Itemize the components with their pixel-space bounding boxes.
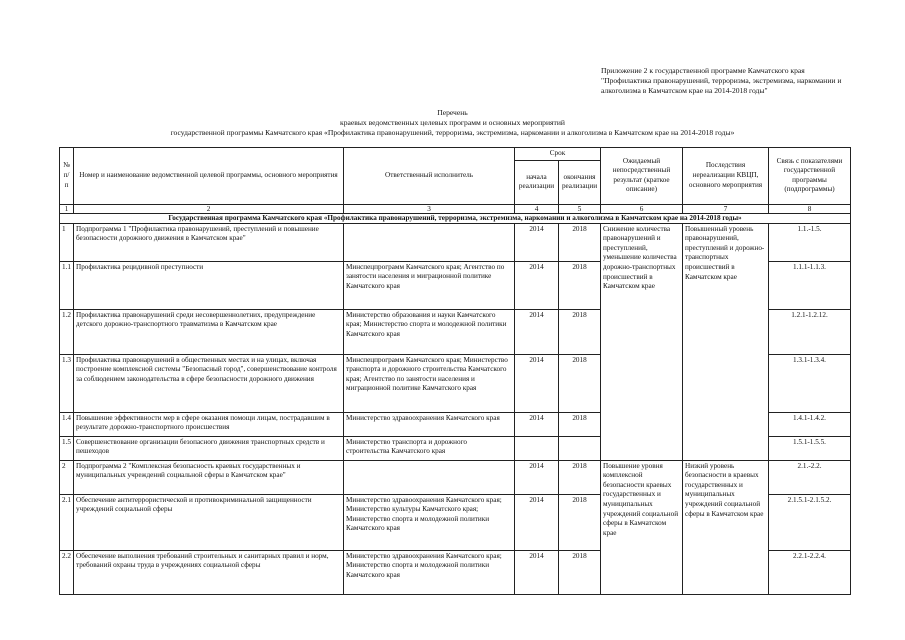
row-end: 2018 xyxy=(559,412,601,436)
row-num: 2.2 xyxy=(60,550,74,594)
column-number: 3 xyxy=(344,204,515,213)
row-name: Подпрограмма 2 "Комплексная безопасность краевых государственных и муниципальных учреждений социальной сферы в Камчатском крае" xyxy=(74,460,344,494)
header-name: Номер и наименование ведомственной целевой программы, основного мероприятия xyxy=(74,148,344,205)
group2-result: Повышение уровня комплексной безопасности краевых государственных и муниципальных учреждений социальной сферы в Камчатском крае xyxy=(601,460,683,594)
row-start: 2014 xyxy=(515,460,559,494)
row-link: 2.2.1-2.2.4. xyxy=(769,550,851,594)
column-number: 1 xyxy=(60,204,74,213)
header-executor: Ответственный исполнитель xyxy=(344,148,515,205)
row-num: 1.3 xyxy=(60,354,74,412)
header-start: начала реализации xyxy=(515,160,559,204)
column-number: 5 xyxy=(559,204,601,213)
row-link: 1.1.-1.5. xyxy=(769,223,851,261)
header-result: Ожидаемый непосредственный результат (краткое описание) xyxy=(601,148,683,205)
row-link: 2.1.5.1-2.1.5.2. xyxy=(769,494,851,550)
document-subtitle: краевых ведомственных целевых программ и основных мероприятий xyxy=(340,118,565,127)
row-end: 2018 xyxy=(559,494,601,550)
appendix-note: Приложение 2 к государственной программе Камчатского края "Профилактика правонарушений, терроризма, экстремизма, наркомании и алкоголизма в Камчатском крае на 2014-2018 годы" xyxy=(601,66,842,95)
row-num: 2.1 xyxy=(60,494,74,550)
row-link: 1.1.1-1.1.3. xyxy=(769,261,851,309)
row-name: Профилактика правонарушений среди несовершеннолетних, предупреждение детского дорожно-транспортного травматизма в Камчатском крае xyxy=(74,309,344,354)
row-executor: Минспецпрограмм Камчатского края; Министерство транспорта и дорожного строительства Камчатского края; Агентство по занятости населения и миграционной политике Камчатского края xyxy=(344,354,515,412)
row-name: Профилактика правонарушений в общественных местах и на улицах, включая построение комплексной системы "Безопасный город", совершенствование контроля за соблюдением законодательства в сфере безопасности дорожного движения xyxy=(74,354,344,412)
row-link: 1.4.1-1.4.2. xyxy=(769,412,851,436)
row-start: 2014 xyxy=(515,309,559,354)
row-end: 2018 xyxy=(559,460,601,494)
row-start: 2014 xyxy=(515,223,559,261)
row-start: 2014 xyxy=(515,494,559,550)
row-end: 2018 xyxy=(559,309,601,354)
row-executor: Министерство здравоохранения Камчатского края; Министерство культуры Камчатского края; Министерство спорта и молодежной политики Камчатского края xyxy=(344,494,515,550)
header-consequences: Последствия нереализации КВЦП, основного мероприятия xyxy=(683,148,769,205)
row-executor: Министерство здравоохранения Камчатского края; Министерство спорта и молодежной политики Камчатского края xyxy=(344,550,515,594)
row-start: 2014 xyxy=(515,550,559,594)
header-term: Срок xyxy=(515,148,601,161)
row-start xyxy=(515,436,559,460)
row-executor: Министерство здравоохранения Камчатского края xyxy=(344,412,515,436)
row-name: Подпрограмма 1 "Профилактика правонарушений, преступлений и повышение безопасности дорожного движения в Камчатском крае" xyxy=(74,223,344,261)
row-name: Обеспечение антитеррористической и противокриминальной защищенности учреждений социальной сферы xyxy=(74,494,344,550)
programs-table xyxy=(59,147,851,595)
row-executor: Министерство транспорта и дорожного строительства Камчатского края xyxy=(344,436,515,460)
column-number: 8 xyxy=(769,204,851,213)
row-num: 2 xyxy=(60,460,74,494)
row-executor: Минспецпрограмм Камчатского края; Агентство по занятости населения и миграционной политике Камчатского края xyxy=(344,261,515,309)
row-executor xyxy=(344,223,515,261)
row-start: 2014 xyxy=(515,354,559,412)
row-link: 1.2.1-1.2.12. xyxy=(769,309,851,354)
row-link: 1.3.1-1.3.4. xyxy=(769,354,851,412)
group1-result: Снижение количества правонарушений и преступлений, уменьшение количества дорожно-транспортных происшествий в Камчатском крае xyxy=(601,223,683,460)
row-num: 1.4 xyxy=(60,412,74,436)
row-num: 1.5 xyxy=(60,436,74,460)
row-end: 2018 xyxy=(559,550,601,594)
row-start: 2014 xyxy=(515,412,559,436)
row-end: 2018 xyxy=(559,354,601,412)
row-name: Совершенствование организации безопасного движения транспортных средств и пешеходов xyxy=(74,436,344,460)
row-link: 2.1.-2.2. xyxy=(769,460,851,494)
header-num: № п/п xyxy=(60,148,74,205)
column-number: 4 xyxy=(515,204,559,213)
header-end: окончания реализации xyxy=(559,160,601,204)
row-executor xyxy=(344,460,515,494)
row-link: 1.5.1-1.5.5. xyxy=(769,436,851,460)
row-name: Профилактика рецидивной преступности xyxy=(74,261,344,309)
document-title: Перечень xyxy=(437,108,468,117)
row-end: 2018 xyxy=(559,261,601,309)
row-num: 1.2 xyxy=(60,309,74,354)
header-link: Связь с показателями государственной программы (подпрограммы) xyxy=(769,148,851,205)
row-executor: Министерство образования и науки Камчатского края; Министерство спорта и молодежной политики Камчатского края xyxy=(344,309,515,354)
row-end xyxy=(559,436,601,460)
column-number: 6 xyxy=(601,204,683,213)
row-num: 1 xyxy=(60,223,74,261)
row-num: 1.1 xyxy=(60,261,74,309)
section-title: Государственная программа Камчатского края «Профилактика правонарушений, терроризма, экстремизма, наркомании и алкоголизма в Камчатском крае на 2014-2018 годы» xyxy=(60,213,851,223)
column-number: 2 xyxy=(74,204,344,213)
group2-consequences: Низкий уровень безопасности в краевых государственных и муниципальных учреждений социальной сферы в Камчатском крае xyxy=(683,460,769,594)
document-subtitle-program: государственной программы Камчатского края «Профилактика правонарушений, терроризма, экстремизма, наркомании и алкоголизма в Камчатском крае на 2014-2018 годы» xyxy=(170,128,735,137)
column-number: 7 xyxy=(683,204,769,213)
row-start: 2014 xyxy=(515,261,559,309)
row-end: 2018 xyxy=(559,223,601,261)
group1-consequences: Повышенный уровень правонарушений, преступлений и дорожно-транспортных происшествий в Камчатском крае xyxy=(683,223,769,460)
row-name: Обеспечение выполнения требований строительных и санитарных правил и норм, требований охраны труда в учреждениях социальной сферы xyxy=(74,550,344,594)
row-name: Повышение эффективности мер в сфере оказания помощи лицам, пострадавшим в результате дорожно-транспортного происшествия xyxy=(74,412,344,436)
